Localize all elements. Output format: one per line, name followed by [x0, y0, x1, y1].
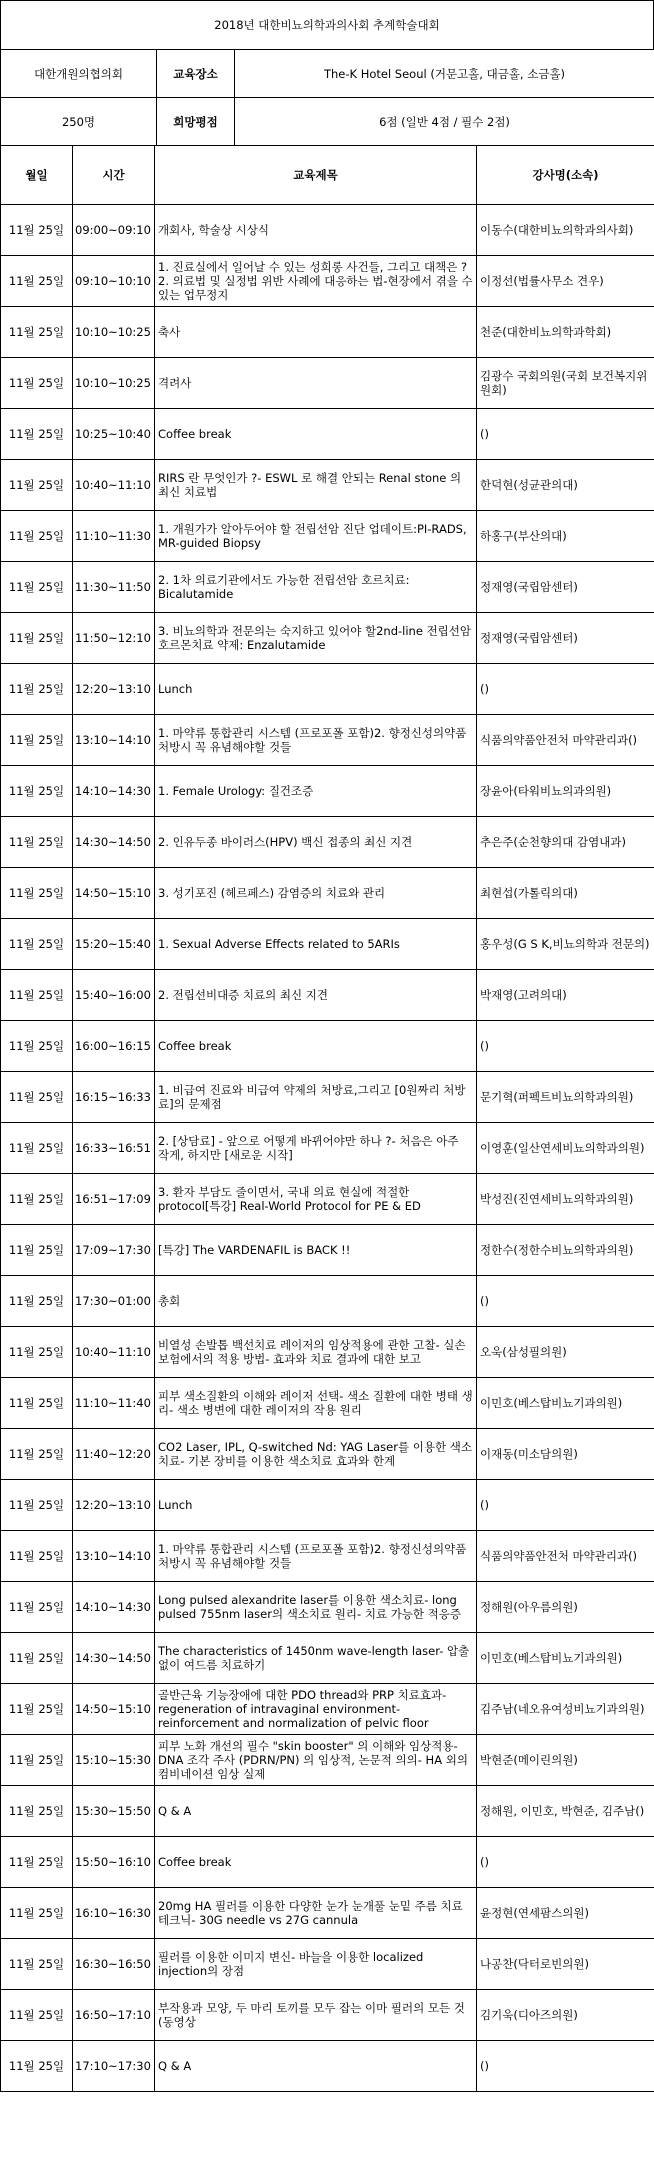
- row-speaker: 문기혁(퍼펙트비뇨의학과의원): [477, 1072, 654, 1123]
- row-date: 11월 25일: [1, 1735, 73, 1786]
- row-title: [특강] The VARDENAFIL is BACK !!: [155, 1225, 477, 1276]
- row-date: 11월 25일: [1, 1123, 73, 1174]
- table-row: [1, 1378, 654, 1429]
- row-speaker: 나공찬(닥터로빈의원): [477, 1939, 654, 1990]
- table-row: [1, 664, 654, 715]
- row-time: 17:10~17:30: [73, 2041, 155, 2092]
- row-title: 1. 마약류 통합관리 시스템 (프로포폴 포함)2. 향정신성의약품 처방시 꼭 유념해야할 것들: [155, 1531, 477, 1582]
- row-date: 11월 25일: [1, 613, 73, 664]
- row-speaker: 김광수 국회의원(국회 보건복지위원회): [477, 358, 654, 409]
- row-time: 16:30~16:50: [73, 1939, 155, 1990]
- table-row: [1, 766, 654, 817]
- table-row: [1, 205, 654, 256]
- table-row: [1, 562, 654, 613]
- row-speaker: 천준(대한비뇨의학과학회): [477, 307, 654, 358]
- row-date: 11월 25일: [1, 664, 73, 715]
- row-speaker: 이정선(법률사무소 견우): [477, 256, 654, 307]
- row-title: RIRS 란 무엇인가 ?- ESWL 로 해결 안되는 Renal stone 의 최신 치료법: [155, 460, 477, 511]
- table-row: [1, 1072, 654, 1123]
- row-date: 11월 25일: [1, 1888, 73, 1939]
- row-date: 11월 25일: [1, 1225, 73, 1276]
- row-time: 14:30~14:50: [73, 1633, 155, 1684]
- row-date: 11월 25일: [1, 307, 73, 358]
- row-time: 09:00~09:10: [73, 205, 155, 256]
- table-row: [1, 1633, 654, 1684]
- row-title: Lunch: [155, 664, 477, 715]
- row-time: 14:50~15:10: [73, 1684, 155, 1735]
- row-title: Coffee break: [155, 1837, 477, 1888]
- row-speaker: 정해원, 이민호, 박현준, 김주남(): [477, 1786, 654, 1837]
- table-row: [1, 1990, 654, 2041]
- row-speaker: 이민호(베스탑비뇨기과의원): [477, 1378, 654, 1429]
- row-time: 10:40~11:10: [73, 1327, 155, 1378]
- row-speaker: 식품의약품안전처 마약관리과(): [477, 715, 654, 766]
- row-title: Long pulsed alexandrite laser를 이용한 색소치료- long pulsed 755nm laser의 색소치료 원리- 치료 가능한 적응증: [155, 1582, 477, 1633]
- table-row: [1, 613, 654, 664]
- table-row: [1, 1327, 654, 1378]
- row-date: 11월 25일: [1, 1990, 73, 2041]
- row-speaker: 이재동(미소담의원): [477, 1429, 654, 1480]
- row-time: 10:10~10:25: [73, 307, 155, 358]
- row-speaker: 추은주(순천향의대 감염내과): [477, 817, 654, 868]
- header-speaker: 강사명(소속): [477, 146, 654, 205]
- row-speaker: 이영훈(일산연세비뇨의학과의원): [477, 1123, 654, 1174]
- credits-label: 희망평점: [157, 98, 235, 146]
- row-speaker: 정재영(국립암센터): [477, 613, 654, 664]
- row-date: 11월 25일: [1, 1786, 73, 1837]
- row-time: 13:10~14:10: [73, 1531, 155, 1582]
- row-title: 축사: [155, 307, 477, 358]
- table-row: [1, 1429, 654, 1480]
- attendance: 250명: [1, 98, 157, 146]
- row-time: 12:20~13:10: [73, 664, 155, 715]
- row-date: 11월 25일: [1, 1531, 73, 1582]
- row-time: 14:10~14:30: [73, 1582, 155, 1633]
- schedule-table: [0, 145, 654, 2092]
- organizer: 대한개원의협의회: [1, 50, 157, 98]
- title-row: [1, 1, 654, 50]
- row-date: 11월 25일: [1, 715, 73, 766]
- row-date: 11월 25일: [1, 1072, 73, 1123]
- row-date: 11월 25일: [1, 1633, 73, 1684]
- row-time: 15:10~15:30: [73, 1735, 155, 1786]
- table-row: [1, 1735, 654, 1786]
- table-row: [1, 1786, 654, 1837]
- table-row: [1, 511, 654, 562]
- table-row: [1, 307, 654, 358]
- row-speaker: 정해원(아우름의원): [477, 1582, 654, 1633]
- row-speaker: 정한수(정한수비뇨의학과의원): [477, 1225, 654, 1276]
- row-date: 11월 25일: [1, 460, 73, 511]
- row-date: 11월 25일: [1, 562, 73, 613]
- row-time: 16:50~17:10: [73, 1990, 155, 2041]
- table-row: [1, 919, 654, 970]
- row-time: 11:10~11:30: [73, 511, 155, 562]
- info-row-credits: [1, 98, 654, 146]
- row-time: 11:10~11:40: [73, 1378, 155, 1429]
- row-time: 12:20~13:10: [73, 1480, 155, 1531]
- row-speaker: 윤정현(연세팜스의원): [477, 1888, 654, 1939]
- row-date: 11월 25일: [1, 1021, 73, 1072]
- info-table: [0, 49, 654, 146]
- table-row: [1, 460, 654, 511]
- venue-label: 교육장소: [157, 50, 235, 98]
- schedule-header-row: [1, 146, 654, 205]
- table-row: [1, 256, 654, 307]
- row-speaker: 하홍구(부산의대): [477, 511, 654, 562]
- row-date: 11월 25일: [1, 1939, 73, 1990]
- row-date: 11월 25일: [1, 358, 73, 409]
- row-title: CO2 Laser, IPL, Q-switched Nd: YAG Laser를 이용한 색소치료- 기본 장비를 이용한 색소치료 효과와 한계: [155, 1429, 477, 1480]
- row-title: 개회사, 학술상 시상식: [155, 205, 477, 256]
- table-row: [1, 1123, 654, 1174]
- row-time: 15:30~15:50: [73, 1786, 155, 1837]
- row-title: 부작용과 모양, 두 마리 토끼를 모두 잡는 이마 필러의 모든 것(동영상: [155, 1990, 477, 2041]
- row-date: 11월 25일: [1, 1480, 73, 1531]
- schedule-body: [1, 205, 654, 2092]
- credits-value: 6점 (일반 4점 / 필수 2점): [235, 98, 654, 146]
- row-title: 피부 노화 개선의 필수 "skin booster" 의 이해와 임상적용- DNA 조각 주사 (PDRN/PN) 의 임상적, 논문적 의의- HA 외의 컴비네이션 임상 실제: [155, 1735, 477, 1786]
- table-row: [1, 1276, 654, 1327]
- row-title: 2. 1차 의료기관에서도 가능한 전립선암 호르치료: Bicalutamide: [155, 562, 477, 613]
- table-row: [1, 409, 654, 460]
- row-speaker: 홍우성(G S K,비뇨의학과 전문의): [477, 919, 654, 970]
- row-speaker: 이민호(베스탑비뇨기과의원): [477, 1633, 654, 1684]
- row-title: 피부 색소질환의 이해와 레이저 선택- 색소 질환에 대한 병태 생리- 색소 병변에 대한 레이저의 작용 원리: [155, 1378, 477, 1429]
- row-title: 1. 진료실에서 일어날 수 있는 성희롱 사건들, 그리고 대책은 ?2. 의료법 및 실정법 위반 사례에 대응하는 법-현장에서 겪을 수 있는 업무정지: [155, 256, 477, 307]
- row-date: 11월 25일: [1, 1582, 73, 1633]
- row-time: 10:25~10:40: [73, 409, 155, 460]
- row-title: 2. [상담료] - 앞으로 어떻게 바뀌어야만 하나 ?- 처음은 아주 작게, 하지만 [새로운 시작]: [155, 1123, 477, 1174]
- row-speaker: 박성진(진연세비뇨의학과의원): [477, 1174, 654, 1225]
- row-speaker: 오욱(삼성필의원): [477, 1327, 654, 1378]
- table-row: [1, 817, 654, 868]
- row-speaker: (): [477, 1480, 654, 1531]
- table-row: [1, 1888, 654, 1939]
- row-speaker: 장윤아(타워비뇨의과의원): [477, 766, 654, 817]
- table-row: [1, 1021, 654, 1072]
- row-title: The characteristics of 1450nm wave-length laser- 압출 없이 여드름 치료하기: [155, 1633, 477, 1684]
- row-time: 09:10~10:10: [73, 256, 155, 307]
- row-date: 11월 25일: [1, 256, 73, 307]
- row-date: 11월 25일: [1, 1174, 73, 1225]
- row-speaker: 박현준(메이린의원): [477, 1735, 654, 1786]
- row-time: 14:50~15:10: [73, 868, 155, 919]
- table-row: [1, 970, 654, 1021]
- row-title: 필러를 이용한 이미지 변신- 바늘을 이용한 localized injection의 장점: [155, 1939, 477, 1990]
- info-row-venue: [1, 50, 654, 98]
- row-date: 11월 25일: [1, 766, 73, 817]
- table-row: [1, 358, 654, 409]
- row-date: 11월 25일: [1, 1429, 73, 1480]
- row-time: 17:09~17:30: [73, 1225, 155, 1276]
- row-title: 1. 마약류 통합관리 시스템 (프로포폴 포함)2. 향정신성의약품 처방시 꼭 유념해야할 것들: [155, 715, 477, 766]
- row-speaker: (): [477, 1021, 654, 1072]
- row-date: 11월 25일: [1, 1684, 73, 1735]
- row-title: 2. 전립선비대증 치료의 최신 지견: [155, 970, 477, 1021]
- row-speaker: 최현섭(가톨릭의대): [477, 868, 654, 919]
- table-row: [1, 715, 654, 766]
- row-time: 11:50~12:10: [73, 613, 155, 664]
- row-speaker: (): [477, 1276, 654, 1327]
- table-row: [1, 1582, 654, 1633]
- row-title: 총회: [155, 1276, 477, 1327]
- row-title: Coffee break: [155, 409, 477, 460]
- row-title: 3. 비뇨의학과 전문의는 숙지하고 있어야 할2nd-line 전립선암 호르몬치료 약제: Enzalutamide: [155, 613, 477, 664]
- row-title: Coffee break: [155, 1021, 477, 1072]
- table-row: [1, 868, 654, 919]
- row-date: 11월 25일: [1, 205, 73, 256]
- row-speaker: 정재영(국립암센터): [477, 562, 654, 613]
- row-time: 10:10~10:25: [73, 358, 155, 409]
- row-time: 11:40~12:20: [73, 1429, 155, 1480]
- row-time: 13:10~14:10: [73, 715, 155, 766]
- row-date: 11월 25일: [1, 511, 73, 562]
- row-title: 3. 환자 부담도 줄이면서, 국내 의료 현실에 적절한 protocol[특강] Real-World Protocol for PE & ED: [155, 1174, 477, 1225]
- row-time: 10:40~11:10: [73, 460, 155, 511]
- row-speaker: 박재영(고려의대): [477, 970, 654, 1021]
- row-title: 2. 인유두종 바이러스(HPV) 백신 접종의 최신 지견: [155, 817, 477, 868]
- row-time: 15:40~16:00: [73, 970, 155, 1021]
- table-row: [1, 1531, 654, 1582]
- header-title: 교육제목: [155, 146, 477, 205]
- row-date: 11월 25일: [1, 1327, 73, 1378]
- row-date: 11월 25일: [1, 1378, 73, 1429]
- row-speaker: (): [477, 409, 654, 460]
- row-time: 11:30~11:50: [73, 562, 155, 613]
- row-date: 11월 25일: [1, 817, 73, 868]
- row-date: 11월 25일: [1, 409, 73, 460]
- row-time: 16:10~16:30: [73, 1888, 155, 1939]
- row-speaker: 식품의약품안전처 마약관리과(): [477, 1531, 654, 1582]
- row-date: 11월 25일: [1, 1837, 73, 1888]
- row-title: 골반근육 기능장애에 대한 PDO thread와 PRP 치료효과- regeneration of intravaginal environment-reinforcement and normalization of pelvic floor: [155, 1684, 477, 1735]
- row-date: 11월 25일: [1, 868, 73, 919]
- row-time: 16:33~16:51: [73, 1123, 155, 1174]
- table-row: [1, 1225, 654, 1276]
- header-date: 월일: [1, 146, 73, 205]
- table-row: [1, 1174, 654, 1225]
- row-time: 17:30~01:00: [73, 1276, 155, 1327]
- venue-value: The-K Hotel Seoul (거문고홀, 대금홀, 소금홀): [235, 50, 654, 98]
- row-title: Q & A: [155, 1786, 477, 1837]
- row-time: 14:30~14:50: [73, 817, 155, 868]
- table-row: [1, 1684, 654, 1735]
- row-title: 1. 비급여 진료와 비급여 약제의 처방료,그리고 [0원짜리 처방료]의 문제점: [155, 1072, 477, 1123]
- row-speaker: (): [477, 664, 654, 715]
- row-title: 격려사: [155, 358, 477, 409]
- row-time: 15:50~16:10: [73, 1837, 155, 1888]
- title-table: [0, 0, 654, 50]
- row-time: 16:15~16:33: [73, 1072, 155, 1123]
- event-title: 2018년 대한비뇨의학과의사회 추계학술대회: [1, 1, 654, 50]
- row-speaker: 한덕현(성균관의대): [477, 460, 654, 511]
- table-row: [1, 1480, 654, 1531]
- row-speaker: (): [477, 1837, 654, 1888]
- row-title: 20mg HA 필러를 이용한 다양한 눈가 눈개풀 눈밑 주름 치료 테크닉- 30G needle vs 27G cannula: [155, 1888, 477, 1939]
- row-date: 11월 25일: [1, 919, 73, 970]
- row-speaker: 김주남(네오유여성비뇨기과의원): [477, 1684, 654, 1735]
- row-title: Q & A: [155, 2041, 477, 2092]
- row-speaker: 이동수(대한비뇨의학과의사회): [477, 205, 654, 256]
- row-title: 3. 성기포진 (헤르페스) 감염증의 치료와 관리: [155, 868, 477, 919]
- row-speaker: (): [477, 2041, 654, 2092]
- row-time: 16:51~17:09: [73, 1174, 155, 1225]
- row-date: 11월 25일: [1, 2041, 73, 2092]
- table-row: [1, 1837, 654, 1888]
- row-title: Lunch: [155, 1480, 477, 1531]
- row-title: 1. Sexual Adverse Effects related to 5ARIs: [155, 919, 477, 970]
- header-time: 시간: [73, 146, 155, 205]
- table-row: [1, 2041, 654, 2092]
- row-time: 14:10~14:30: [73, 766, 155, 817]
- row-time: 16:00~16:15: [73, 1021, 155, 1072]
- row-speaker: 김기욱(디아즈의원): [477, 1990, 654, 2041]
- table-row: [1, 1939, 654, 1990]
- row-date: 11월 25일: [1, 970, 73, 1021]
- row-time: 15:20~15:40: [73, 919, 155, 970]
- row-date: 11월 25일: [1, 1276, 73, 1327]
- row-title: 1. 개원가가 알아두어야 할 전립선암 진단 업데이트:PI-RADS, MR-guided Biopsy: [155, 511, 477, 562]
- row-title: 비열성 손발톱 백선치료 레이저의 임상적용에 관한 고찰- 실손 보험에서의 적용 방법- 효과와 치료 결과에 대한 보고: [155, 1327, 477, 1378]
- row-title: 1. Female Urology: 질건조증: [155, 766, 477, 817]
